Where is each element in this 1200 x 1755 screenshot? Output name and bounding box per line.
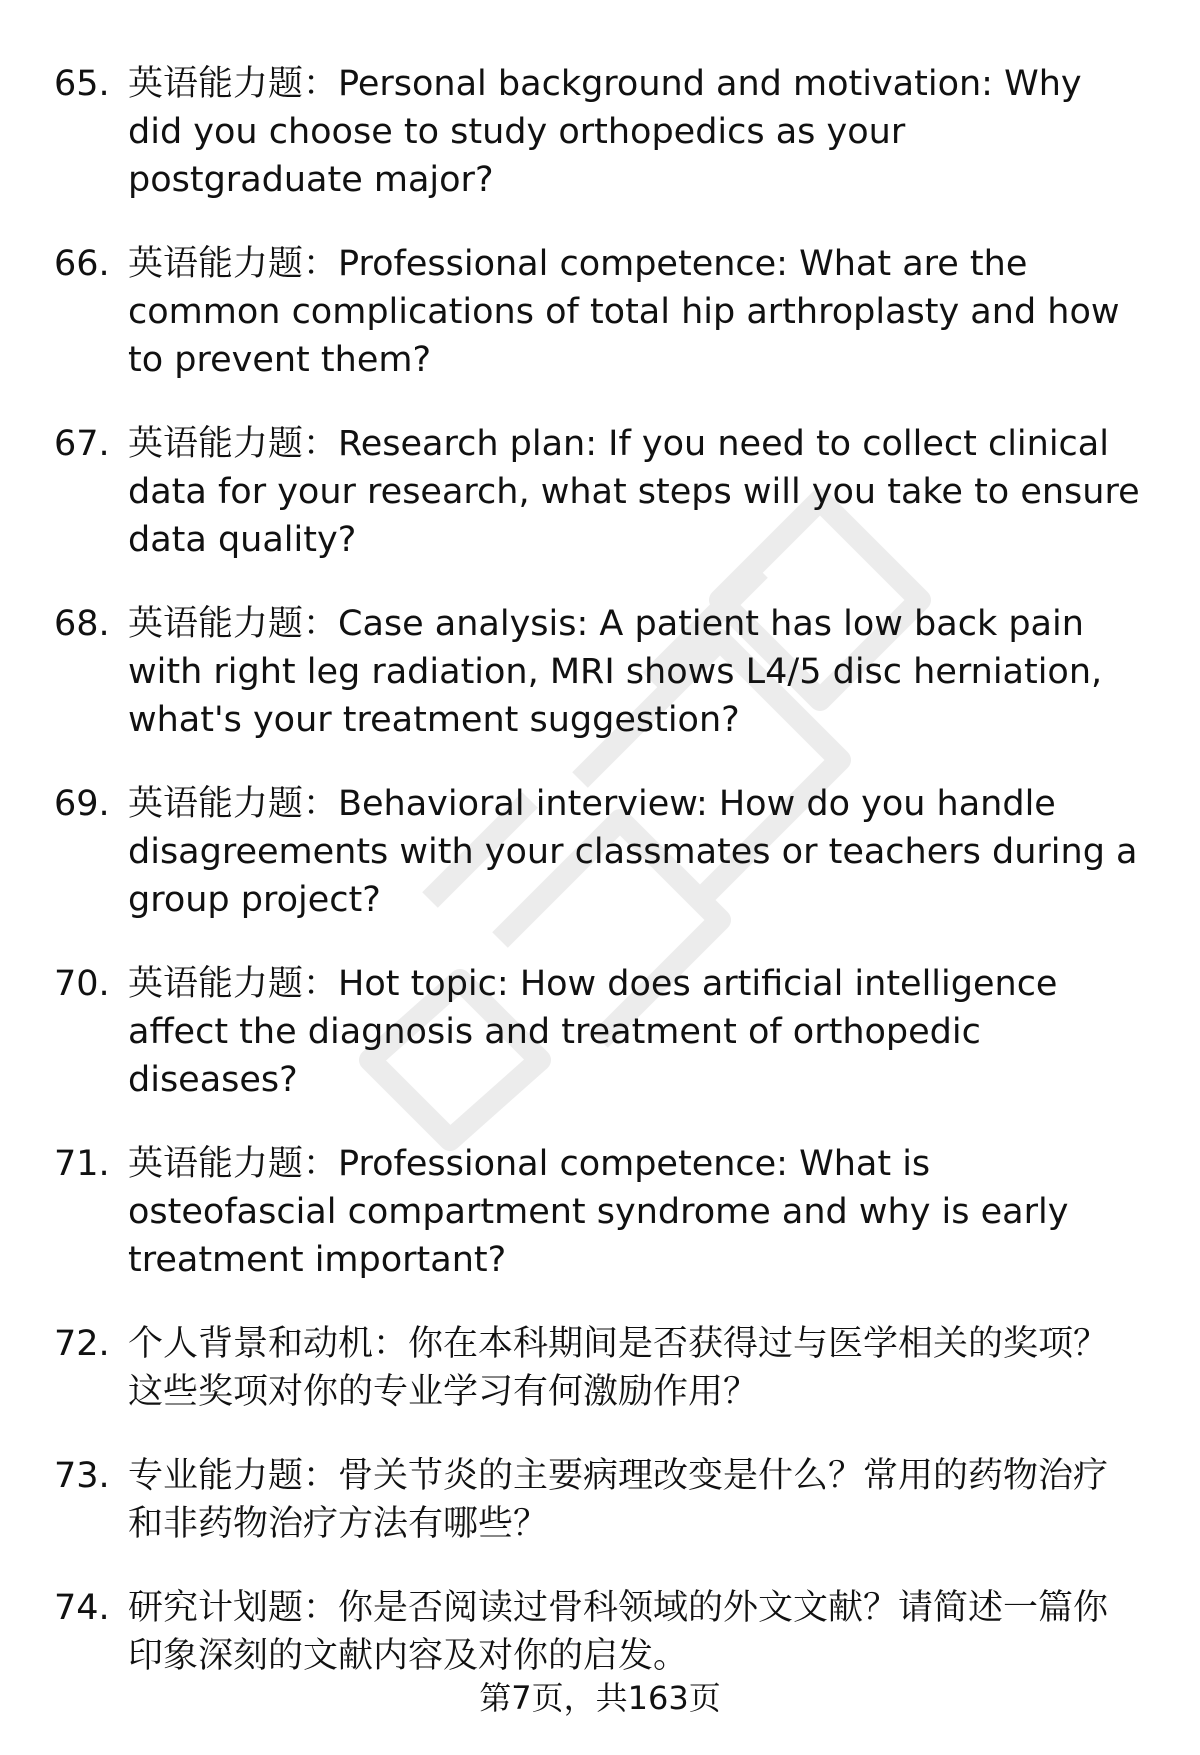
question-item (0, 780, 1200, 924)
question-number: 70. (54, 964, 110, 1004)
question-number: 66. (54, 244, 110, 284)
page-number-label: 第7页，共163页 (479, 1679, 721, 1717)
question-text: 英语能力题：Research plan: If you need to collect clinical data for your research, what steps will you take to ensure data quality? (128, 424, 1140, 560)
question-text: 英语能力题：Hot topic: How does artificial intelligence affect the diagnosis and treatment of orthopedic diseases? (128, 964, 1058, 1100)
question-text: 英语能力题：Personal background and motivation: Why did you choose to study orthopedics as your postgraduate major? (128, 64, 1082, 200)
question-item (0, 600, 1200, 744)
question-number: 71. (54, 1144, 110, 1184)
question-text: 专业能力题：骨关节炎的主要病理改变是什么？常用的药物治疗和非药物治疗方法有哪些？ (128, 1456, 1109, 1544)
question-number: 68. (54, 604, 110, 644)
question-item (0, 240, 1200, 384)
question-item (0, 1140, 1200, 1284)
question-number: 73. (54, 1456, 110, 1496)
question-number: 65. (54, 64, 110, 104)
question-text: 个人背景和动机：你在本科期间是否获得过与医学相关的奖项？这些奖项对你的专业学习有何激励作用？ (128, 1324, 1109, 1412)
question-text: 英语能力题：Professional competence: What is osteofascial compartment syndrome and why is early treatment important? (128, 1144, 1069, 1280)
question-text: 研究计划题：你是否阅读过骨科领域的外文文献？请简述一篇你印象深刻的文献内容及对你的启发。 (128, 1588, 1109, 1676)
question-item (0, 1320, 1200, 1416)
question-number: 67. (54, 424, 110, 464)
question-list (0, 60, 1200, 1716)
question-number: 69. (54, 784, 110, 824)
question-text: 英语能力题：Behavioral interview: How do you handle disagreements with your classmates or teachers during a group project? (128, 784, 1138, 920)
question-item (0, 960, 1200, 1104)
question-text: 英语能力题：Professional competence: What are the common complications of total hip arthroplasty and how to prevent them? (128, 244, 1120, 380)
question-text: 英语能力题：Case analysis: A patient has low back pain with right leg radiation, MRI shows L4/5 disc herniation, what's your treatment suggestion? (128, 604, 1103, 740)
page-footer (0, 1676, 1200, 1720)
question-number: 72. (54, 1324, 110, 1364)
question-item (0, 1584, 1200, 1680)
question-number: 74. (54, 1588, 110, 1628)
question-item (0, 1452, 1200, 1548)
question-item (0, 60, 1200, 204)
question-item (0, 420, 1200, 564)
